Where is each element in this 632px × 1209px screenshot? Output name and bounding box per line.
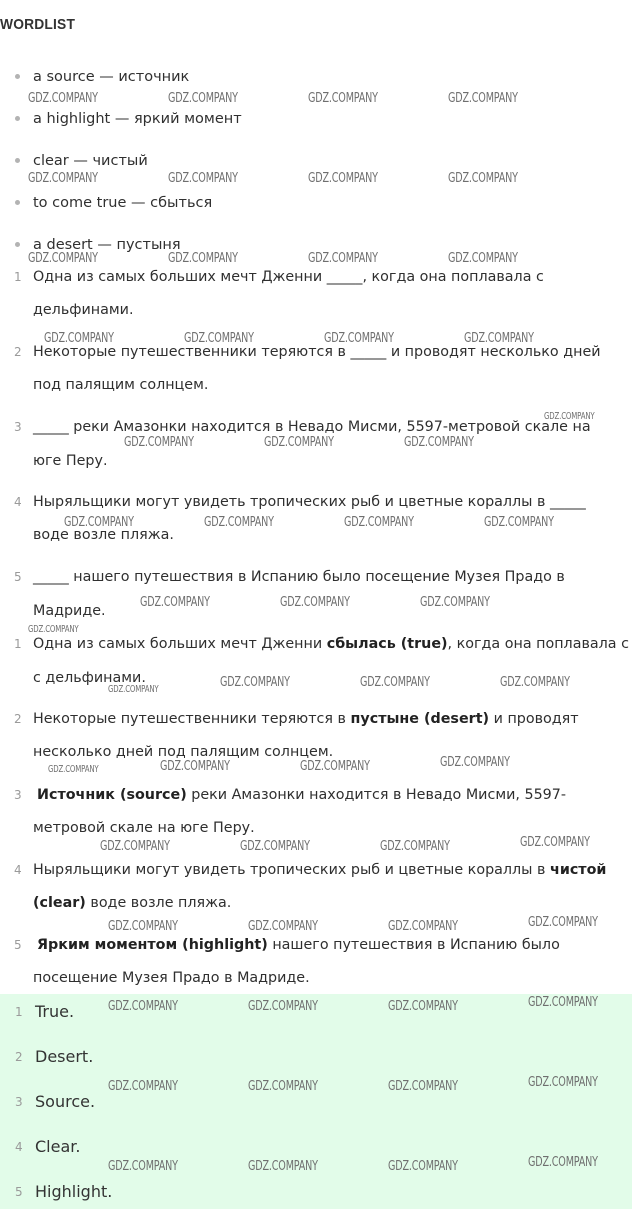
bullet-icon: [15, 242, 20, 247]
watermark: GDZ.COMPANY: [500, 675, 570, 690]
item-number: 3: [15, 1095, 23, 1109]
bullet-icon: [15, 74, 20, 79]
wordlist-item: a desert — пустыня: [33, 237, 181, 253]
watermark: GDZ.COMPANY: [124, 435, 194, 450]
watermark: GDZ.COMPANY: [28, 91, 98, 106]
watermark: GDZ.COMPANY: [264, 435, 334, 450]
item-number: 1: [15, 1005, 23, 1019]
watermark: GDZ.COMPANY: [108, 1159, 178, 1174]
watermark: GDZ.COMPANY: [528, 1075, 598, 1090]
item-number: 5: [14, 570, 22, 584]
watermark: GDZ.COMPANY: [184, 331, 254, 346]
watermark: GDZ.COMPANY: [108, 684, 159, 695]
watermark: GDZ.COMPANY: [248, 999, 318, 1014]
item-number: 4: [14, 495, 22, 509]
answer-highlight: сбылась (true): [326, 636, 448, 652]
sentence-line: Одна из самых больших мечт Дженни _____, когда она поплавала с: [33, 269, 544, 285]
watermark: GDZ.COMPANY: [240, 839, 310, 854]
watermark: GDZ.COMPANY: [528, 995, 598, 1010]
watermark: GDZ.COMPANY: [248, 919, 318, 934]
sentence-line: _____ нашего путешествия в Испанию было посещение Музея Прадо в: [33, 569, 565, 585]
answer-item: True.: [35, 1002, 75, 1021]
watermark: GDZ.COMPANY: [220, 675, 290, 690]
watermark: GDZ.COMPANY: [204, 515, 274, 530]
answer-item: Desert.: [35, 1047, 94, 1066]
watermark: GDZ.COMPANY: [440, 755, 510, 770]
wordlist-item: a highlight — яркий момент: [33, 111, 242, 127]
watermark: GDZ.COMPANY: [248, 1079, 318, 1094]
watermark: GDZ.COMPANY: [484, 515, 554, 530]
watermark: GDZ.COMPANY: [388, 999, 458, 1014]
sentence-line: Ярким моментом (highlight) нашего путешествия в Испанию было: [37, 937, 560, 953]
sentence-line: несколько дней под палящим солнцем.: [33, 744, 334, 760]
watermark: GDZ.COMPANY: [448, 91, 518, 106]
watermark: GDZ.COMPANY: [544, 411, 595, 422]
watermark: GDZ.COMPANY: [280, 595, 350, 610]
sentence-line: метровой скале на юге Перу.: [33, 820, 255, 836]
answer-highlight: Источник (source): [37, 787, 187, 803]
watermark: GDZ.COMPANY: [404, 435, 474, 450]
sentence-line: Некоторые путешественники теряются в _____ и проводят несколько дней: [33, 344, 601, 360]
sentence-line: дельфинами.: [33, 302, 134, 318]
sentence-line: Источник (source) реки Амазонки находится в Невадо Мисми, 5597-: [37, 787, 567, 803]
bullet-icon: [15, 116, 20, 121]
item-number: 1: [14, 270, 22, 284]
watermark: GDZ.COMPANY: [108, 919, 178, 934]
watermark: GDZ.COMPANY: [388, 1079, 458, 1094]
sentence-line: воде возле пляжа.: [33, 527, 174, 543]
watermark: GDZ.COMPANY: [248, 1159, 318, 1174]
sentence-line: посещение Музея Прадо в Мадриде.: [33, 970, 310, 986]
watermark: GDZ.COMPANY: [380, 839, 450, 854]
watermark: GDZ.COMPANY: [168, 91, 238, 106]
watermark: GDZ.COMPANY: [108, 1079, 178, 1094]
sentence-line: Некоторые путешественники теряются в пустыне (desert) и проводят: [33, 711, 579, 727]
watermark: GDZ.COMPANY: [324, 331, 394, 346]
wordlist-item: clear — чистый: [33, 153, 148, 169]
watermark: GDZ.COMPANY: [48, 764, 99, 775]
watermark: GDZ.COMPANY: [44, 331, 114, 346]
watermark: GDZ.COMPANY: [528, 1155, 598, 1170]
item-number: 4: [14, 863, 22, 877]
item-number: 4: [15, 1140, 23, 1154]
watermark: GDZ.COMPANY: [308, 251, 378, 266]
watermark: GDZ.COMPANY: [168, 251, 238, 266]
watermark: GDZ.COMPANY: [344, 515, 414, 530]
sentence-line: (clear) воде возле пляжа.: [33, 895, 232, 911]
wordlist-item: to come true — сбыться: [33, 195, 213, 211]
watermark: GDZ.COMPANY: [100, 839, 170, 854]
item-number: 2: [14, 345, 22, 359]
wordlist-item: a source — источник: [33, 69, 190, 85]
item-number: 5: [15, 1185, 23, 1199]
answer-item: Highlight.: [35, 1182, 113, 1201]
sentence-line: с дельфинами.: [33, 670, 146, 686]
item-number: 3: [14, 788, 22, 802]
watermark: GDZ.COMPANY: [28, 251, 98, 266]
page-title: WORDLIST: [0, 16, 76, 33]
watermark: GDZ.COMPANY: [64, 515, 134, 530]
answer-highlight: (clear): [33, 895, 86, 911]
sentence-line: под палящим солнцем.: [33, 377, 209, 393]
watermark: GDZ.COMPANY: [168, 171, 238, 186]
sentence-line: _____ реки Амазонки находится в Невадо Мисми, 5597-метровой скале на: [33, 419, 591, 435]
watermark: GDZ.COMPANY: [308, 91, 378, 106]
bullet-icon: [15, 158, 20, 163]
answer-highlight: пустыне (desert): [350, 711, 490, 727]
sentence-line: Ныряльщики могут увидеть тропических рыб и цветные кораллы в _____: [33, 494, 586, 510]
bullet-icon: [15, 200, 20, 205]
watermark: GDZ.COMPANY: [420, 595, 490, 610]
watermark: GDZ.COMPANY: [108, 999, 178, 1014]
sentence-line: Ныряльщики могут увидеть тропических рыб и цветные кораллы в чистой: [33, 862, 607, 878]
watermark: GDZ.COMPANY: [520, 835, 590, 850]
answer-highlight: Ярким моментом (highlight): [37, 937, 268, 953]
answer-highlight: чистой: [550, 862, 607, 878]
watermark: GDZ.COMPANY: [464, 331, 534, 346]
item-number: 2: [15, 1050, 23, 1064]
sentence-line: Одна из самых больших мечт Дженни сбылась (true), когда она поплавала с: [33, 636, 629, 652]
watermark: GDZ.COMPANY: [160, 759, 230, 774]
sentence-line: юге Перу.: [33, 453, 108, 469]
watermark: GDZ.COMPANY: [388, 919, 458, 934]
item-number: 5: [14, 938, 22, 952]
item-number: 3: [14, 420, 22, 434]
answer-item: Source.: [35, 1092, 96, 1111]
watermark: GDZ.COMPANY: [388, 1159, 458, 1174]
watermark: GDZ.COMPANY: [528, 915, 598, 930]
item-number: 2: [14, 712, 22, 726]
sentence-line: Мадриде.: [33, 603, 106, 619]
watermark: GDZ.COMPANY: [360, 675, 430, 690]
watermark: GDZ.COMPANY: [308, 171, 378, 186]
watermark: GDZ.COMPANY: [28, 171, 98, 186]
answer-item: Clear.: [35, 1137, 81, 1156]
watermark: GDZ.COMPANY: [300, 759, 370, 774]
item-number: 1: [14, 637, 22, 651]
watermark: GDZ.COMPANY: [448, 171, 518, 186]
watermark: GDZ.COMPANY: [140, 595, 210, 610]
watermark: GDZ.COMPANY: [28, 624, 79, 635]
watermark: GDZ.COMPANY: [448, 251, 518, 266]
